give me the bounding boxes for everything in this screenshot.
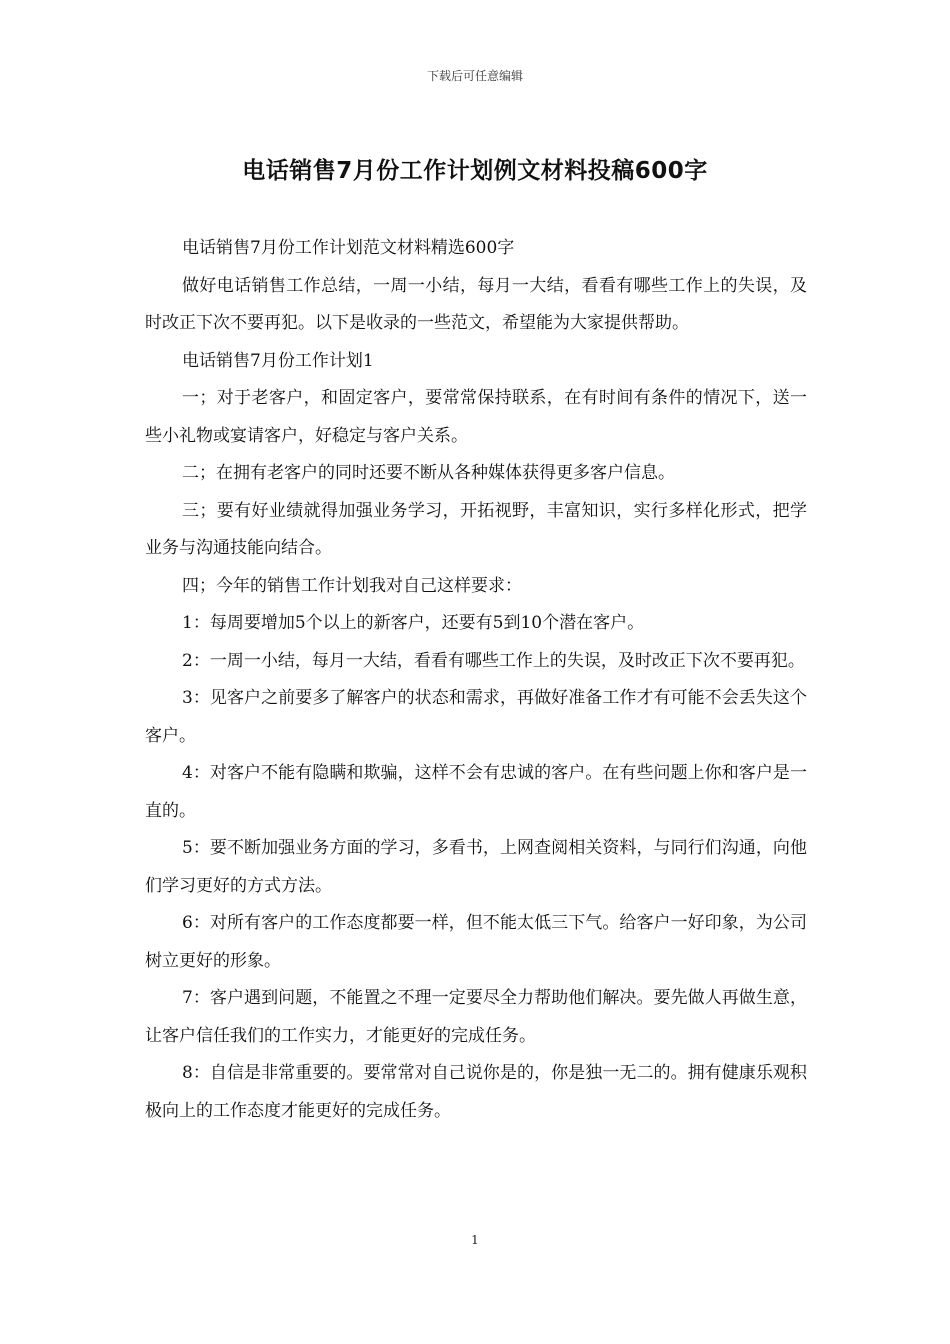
paragraph: 一；对于老客户，和固定客户，要常常保持联系，在有时间有条件的情况下，送一些小礼物或宴请客户，好稳定与客户关系。 xyxy=(145,388,807,446)
paragraph: 4：对客户不能有隐瞒和欺骗，这样不会有忠诚的客户。在有些问题上你和客户是一直的。 xyxy=(145,763,807,821)
paragraph: 5：要不断加强业务方面的学习，多看书，上网查阅相关资料，与同行们沟通，向他们学习更好的方式方法。 xyxy=(145,838,807,896)
paragraph: 1：每周要增加5个以上的新客户，还要有5到10个潜在客户。 xyxy=(182,613,645,633)
document-body xyxy=(145,230,807,1130)
paragraph: 电话销售7月份工作计划范文材料精选600字 xyxy=(182,238,515,258)
paragraph: 3：见客户之前要多了解客户的状态和需求，再做好准备工作才有可能不会丢失这个客户。 xyxy=(145,688,807,746)
paragraph: 2：一周一小结，每月一大结，看看有哪些工作上的失误，及时改正下次不要再犯。 xyxy=(182,650,805,671)
paragraph: 三；要有好业绩就得加强业务学习，开拓视野，丰富知识，实行多样化形式，把学业务与沟通技能向结合。 xyxy=(145,500,807,558)
paragraph: 8：自信是非常重要的。要常常对自己说你是的，你是独一无二的。拥有健康乐观积极向上的工作态度才能更好的完成任务。 xyxy=(145,1063,807,1121)
paragraph: 二；在拥有老客户的同时还要不断从各种媒体获得更多客户信息。 xyxy=(182,463,675,483)
document-title: 电话销售7月份工作计划例文材料投稿600字 xyxy=(242,158,708,184)
paragraph: 6：对所有客户的工作态度都要一样，但不能太低三下气。给客户一好印象，为公司树立更好的形象。 xyxy=(145,913,807,971)
page-number: 1 xyxy=(471,1233,479,1247)
paragraph: 7：客户遇到问题，不能置之不理一定要尽全力帮助他们解决。要先做人再做生意，让客户信任我们的工作实力，才能更好的完成任务。 xyxy=(145,988,807,1046)
header-note: 下载后可任意编辑 xyxy=(426,69,523,83)
paragraph: 电话销售7月份工作计划1 xyxy=(182,350,374,371)
paragraph: 做好电话销售工作总结，一周一小结，每月一大结，看看有哪些工作上的失误，及时改正下次不要再犯。以下是收录的一些范文，希望能为大家提供帮助。 xyxy=(145,275,807,333)
paragraph: 四；今年的销售工作计划我对自己这样要求： xyxy=(182,575,522,596)
